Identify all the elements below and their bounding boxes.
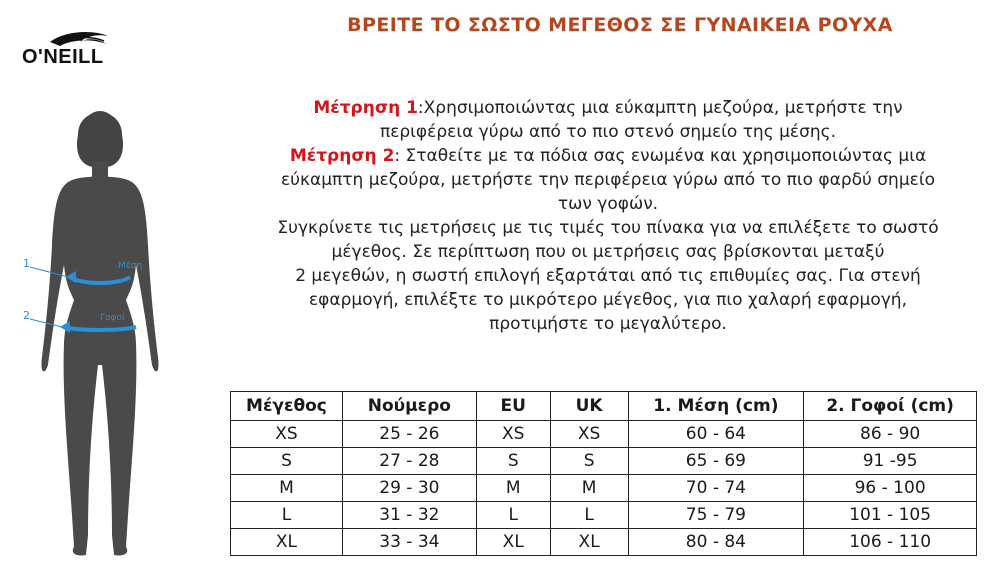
measurement-1-label: Μέτρηση 1 [313, 98, 418, 118]
cell-number: 25 - 26 [342, 421, 476, 448]
cell-uk: M [550, 475, 628, 502]
cell-hips: 101 - 105 [804, 502, 977, 529]
measurement-2-line-1 [238, 144, 978, 168]
cell-eu: S [476, 448, 550, 475]
brand-name: O'NEILL [22, 46, 104, 68]
header-waist: 1. Μέση (cm) [628, 392, 804, 421]
cell-eu: XL [476, 529, 550, 556]
cell-eu: L [476, 502, 550, 529]
cell-uk: XL [550, 529, 628, 556]
cell-eu: XS [476, 421, 550, 448]
body-figure [20, 95, 200, 565]
cell-number: 33 - 34 [342, 529, 476, 556]
measurement-2-line-2: εύκαμπτη μεζούρα, μετρήστε την περιφέρεια γύρω από το πιο φαρδύ σημείο [280, 170, 935, 190]
size-chart-table [230, 391, 977, 556]
cell-size: S [231, 448, 343, 475]
table-header-row [231, 392, 977, 421]
cell-size: M [231, 475, 343, 502]
header-number: Νούμερο [342, 392, 476, 421]
brand-logo [22, 28, 132, 68]
cell-uk: XS [550, 421, 628, 448]
female-silhouette-icon [20, 95, 200, 565]
table-row [231, 448, 977, 475]
cell-size: L [231, 502, 343, 529]
table-row [231, 475, 977, 502]
cell-eu: M [476, 475, 550, 502]
compare-line-3: 2 μεγεθών, η σωστή επιλογή εξαρτάται από τις επιθυμίες σας. Για στενή [295, 266, 921, 286]
measurement-1-text: :Χρησιμοποιώντας μια εύκαμπτη μεζούρα, μετρήστε την [417, 98, 903, 118]
cell-size: XS [231, 421, 343, 448]
header-hips: 2. Γοφοί (cm) [804, 392, 977, 421]
table-row [231, 502, 977, 529]
cell-waist: 80 - 84 [628, 529, 804, 556]
waist-label: Μέση [118, 261, 143, 271]
cell-waist: 65 - 69 [628, 448, 804, 475]
header-eu: EU [476, 392, 550, 421]
compare-line-1: Συγκρίνετε τις μετρήσεις με τις τιμές του πίνακα για να επιλέξετε το σωστό [277, 218, 939, 238]
measurement-2-line-3: των γοφών. [557, 194, 659, 214]
measurement-instructions [238, 96, 978, 336]
cell-uk: S [550, 448, 628, 475]
cell-waist: 75 - 79 [628, 502, 804, 529]
cell-size: XL [231, 529, 343, 556]
header-size: Μέγεθος [231, 392, 343, 421]
marker-2: 2 [23, 309, 30, 322]
page-title: ΒΡΕΙΤΕ ΤΟ ΣΩΣΤΟ ΜΕΓΕΘΟΣ ΣΕ ΓΥΝΑΙΚΕΙΑ ΡΟΥΧΑ [347, 14, 893, 36]
cell-hips: 86 - 90 [804, 421, 977, 448]
cell-number: 29 - 30 [342, 475, 476, 502]
marker-1: 1 [23, 257, 30, 270]
hips-label: Γοφοί [100, 313, 126, 323]
cell-hips: 96 - 100 [804, 475, 977, 502]
measurement-2-label: Μέτρηση 2 [289, 146, 395, 166]
compare-line-4: εφαρμογή, επιλέξτε το μικρότερο μέγεθος, για πιο χαλαρή εφαρμογή, [308, 290, 907, 310]
measurement-1-line-2: περιφέρεια γύρω από το πιο στενό σημείο της μέσης. [379, 122, 837, 142]
header-uk: UK [550, 392, 628, 421]
cell-number: 27 - 28 [342, 448, 476, 475]
cell-number: 31 - 32 [342, 502, 476, 529]
cell-hips: 106 - 110 [804, 529, 977, 556]
cell-waist: 70 - 74 [628, 475, 804, 502]
cell-uk: L [550, 502, 628, 529]
table-row [231, 529, 977, 556]
compare-line-2: μέγεθος. Σε περίπτωση που οι μετρήσεις σας βρίσκονται μεταξύ [331, 242, 885, 262]
cell-waist: 60 - 64 [628, 421, 804, 448]
table-row [231, 421, 977, 448]
measurement-2-text: : Σταθείτε με τα πόδια σας ενωμένα και χρησιμοποιώντας μια [394, 146, 927, 166]
measurement-1-line-1 [238, 96, 978, 120]
cell-hips: 91 -95 [804, 448, 977, 475]
compare-line-5: προτιμήστε το μεγαλύτερο. [489, 314, 727, 334]
